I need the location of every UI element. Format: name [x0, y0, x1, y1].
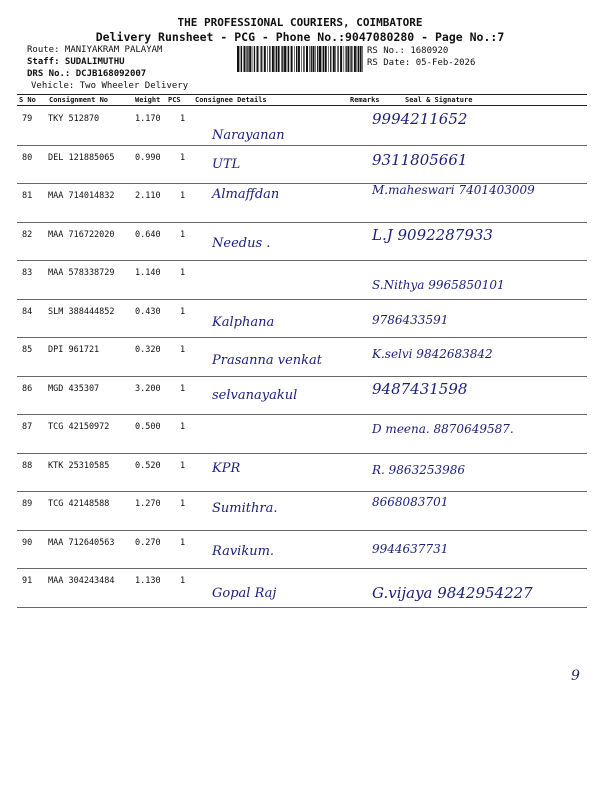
cell-sno: 84 [22, 306, 33, 317]
barcode-bar [296, 46, 297, 72]
cell-weight: 0.990 [135, 152, 161, 163]
handwritten-consignee: Kalphana [212, 314, 275, 330]
cell-pcs: 1 [180, 422, 186, 432]
cell-consignment-no: MAA 578338729 [48, 268, 115, 278]
barcode-bar [340, 46, 342, 72]
barcode-bar [288, 46, 289, 72]
cell-weight: 2.110 [135, 191, 161, 201]
cell-pcs: 1 [180, 191, 186, 201]
barcode-bar [254, 46, 255, 72]
cell-sno: 82 [22, 229, 33, 240]
rs-number: RS No.: 1680920 [367, 46, 449, 56]
table-row [17, 299, 587, 339]
cell-sno: 86 [22, 383, 33, 394]
cell-sno: 80 [22, 152, 33, 163]
cell-weight: 0.270 [135, 537, 161, 548]
cell-pcs: 1 [180, 345, 186, 355]
cell-weight: 0.520 [135, 460, 161, 471]
cell-sno: 88 [22, 460, 33, 471]
barcode-bar [315, 46, 316, 72]
handwritten-signature: K.selvi 9842683842 [372, 347, 493, 361]
cell-weight: 0.500 [135, 422, 161, 432]
barcode-bar [317, 46, 318, 72]
cell-consignment-no: MAA 716722020 [48, 229, 115, 240]
page-mark: 9 [571, 668, 580, 684]
barcode-bar [303, 46, 304, 72]
cell-sno: 85 [22, 345, 33, 355]
cell-weight: 0.640 [135, 229, 161, 240]
table-row [17, 260, 587, 300]
col-weight: Weight [135, 96, 161, 104]
handwritten-consignee: Prasanna venkat [212, 353, 323, 368]
barcode-bar [247, 46, 248, 72]
cell-sno: 83 [22, 268, 33, 278]
table-row [17, 106, 587, 146]
cell-consignment-no: SLM 388444852 [48, 306, 115, 317]
handwritten-signature: 8668083701 [372, 495, 449, 509]
cell-consignment-no: MAA 304243484 [48, 576, 115, 586]
col-consignee: Consignee Details [195, 96, 267, 104]
handwritten-signature: 9786433591 [372, 312, 449, 327]
barcode-bar [246, 46, 247, 72]
barcode-bar [287, 46, 288, 72]
barcode-bar [362, 46, 363, 72]
barcode-bar [244, 46, 246, 72]
cell-pcs: 1 [180, 576, 186, 586]
col-remarks: Remarks [350, 96, 380, 104]
barcode-bar [278, 46, 280, 72]
barcode-bar [269, 46, 270, 72]
barcode-bar [298, 46, 300, 72]
barcode-bar [282, 46, 283, 72]
table-row [17, 183, 587, 223]
cell-consignment-no: MAA 712640563 [48, 537, 115, 548]
route-label: Route: MANIYAKRAM PALAYAM [27, 45, 163, 55]
handwritten-signature: 9944637731 [372, 541, 449, 556]
cell-consignment-no: DPI 961721 [48, 345, 100, 355]
table-row [17, 337, 587, 377]
cell-consignment-no: KTK 25310585 [48, 460, 110, 471]
cell-weight: 0.430 [135, 306, 161, 317]
cell-consignment-no: MAA 714014832 [48, 191, 115, 201]
barcode-bar [311, 46, 312, 72]
barcode-bar [306, 46, 308, 72]
cell-weight: 3.200 [135, 383, 161, 394]
cell-sno: 90 [22, 537, 33, 548]
barcode-bar [249, 46, 251, 72]
handwritten-signature: 9311805661 [372, 150, 468, 169]
cell-sno: 91 [22, 576, 33, 586]
handwritten-signature: 9487431598 [372, 379, 468, 398]
col-sno: S No [19, 96, 36, 104]
barcode-bar [330, 46, 331, 72]
barcode-bar [281, 46, 282, 72]
barcode-bar [351, 46, 352, 72]
cell-consignment-no: TCG 42150972 [48, 422, 110, 432]
cell-sno: 87 [22, 422, 33, 432]
handwritten-consignee: Ravikum. [212, 543, 275, 559]
barcode-bar [344, 46, 345, 72]
barcode-bar [333, 46, 335, 72]
cell-consignment-no: DEL 121885065 [48, 152, 115, 163]
cell-pcs: 1 [180, 460, 186, 471]
cell-pcs: 1 [180, 499, 186, 509]
table-row [17, 568, 587, 608]
barcode-bar [301, 46, 302, 72]
barcode-bar [294, 46, 295, 72]
handwritten-consignee: Sumithra. [212, 501, 278, 516]
barcode-bar [267, 46, 268, 72]
col-consignment: Consignment No [49, 96, 109, 104]
handwritten-signature: D meena. 8870649587. [372, 422, 514, 436]
barcode-bar [354, 46, 356, 72]
cell-consignment-no: MGD 435307 [48, 383, 100, 394]
barcode-bar [257, 46, 259, 72]
barcode-bar [241, 46, 242, 72]
cell-pcs: 1 [180, 383, 186, 394]
col-pcs: PCS [168, 96, 181, 104]
barcode-bar [291, 46, 293, 72]
cell-pcs: 1 [180, 306, 186, 317]
cell-pcs: 1 [180, 114, 186, 124]
handwritten-consignee: UTL [212, 156, 241, 172]
barcode-bar [347, 46, 349, 72]
handwritten-consignee: Almaffdan [212, 187, 280, 202]
handwritten-signature: R. 9863253986 [372, 462, 466, 477]
barcode-bar [328, 46, 329, 72]
company-title: THE PROFESSIONAL COURIERS, COIMBATORE [177, 16, 423, 29]
cell-weight: 1.270 [135, 499, 161, 509]
barcode-bar [358, 46, 359, 72]
barcode-bar [325, 46, 327, 72]
handwritten-consignee: Gopal Raj [212, 586, 277, 601]
table-row [17, 453, 587, 493]
cell-sno: 89 [22, 499, 33, 509]
handwritten-signature: S.Nithya 9965850101 [372, 278, 505, 292]
cell-weight: 1.170 [135, 114, 161, 124]
cell-consignment-no: TKY 512870 [48, 114, 100, 124]
cell-consignment-no: TCG 42148588 [48, 499, 110, 509]
staff-label: Staff: SUDALIMUTHU [27, 57, 125, 67]
barcode-bar [260, 46, 261, 72]
runsheet-subtitle: Delivery Runsheet - PCG - Phone No.:9047080280 - Page No.:7 [95, 30, 505, 44]
table-row [17, 222, 587, 262]
handwritten-consignee: Narayanan [212, 128, 285, 143]
barcode-bar [275, 46, 276, 72]
cell-weight: 1.130 [135, 576, 161, 586]
barcode-bar [319, 46, 321, 72]
header-rule-top [17, 94, 587, 95]
handwritten-signature: M.maheswari 7401403009 [372, 183, 535, 197]
drs-number: DRS No.: DCJB168092007 [27, 69, 147, 79]
barcode-bar [346, 46, 347, 72]
table-row [17, 530, 587, 570]
cell-weight: 0.320 [135, 345, 161, 355]
barcode-bar [276, 46, 277, 72]
barcode-bar [335, 46, 336, 72]
barcode-bar [360, 46, 362, 72]
handwritten-consignee: KPR [212, 460, 241, 476]
barcode-bar [261, 46, 262, 72]
barcode-bar [237, 46, 239, 72]
handwritten-consignee: selvanayakul [212, 387, 298, 403]
cell-weight: 1.140 [135, 268, 161, 278]
cell-pcs: 1 [180, 152, 186, 163]
handwritten-signature: L.J 9092287933 [372, 225, 493, 244]
cell-pcs: 1 [180, 537, 186, 548]
table-row [17, 491, 587, 531]
barcode [237, 46, 364, 72]
cell-pcs: 1 [180, 229, 186, 240]
table-row [17, 145, 587, 185]
barcode-bar [264, 46, 266, 72]
handwritten-consignee: Needus . [212, 235, 271, 251]
barcode-bar [272, 46, 274, 72]
cell-pcs: 1 [180, 268, 186, 278]
barcode-bar [322, 46, 323, 72]
barcode-bar [313, 46, 315, 72]
rs-date: RS Date: 05-Feb-2026 [367, 58, 476, 68]
table-row [17, 376, 587, 416]
barcode-bar [357, 46, 358, 72]
cell-sno: 79 [22, 114, 33, 124]
barcode-bar [350, 46, 351, 72]
vehicle-label: Vehicle: Two Wheeler Delivery [31, 81, 189, 91]
handwritten-signature: 9994211652 [372, 110, 468, 128]
barcode-bar [309, 46, 310, 72]
barcode-bar [284, 46, 286, 72]
table-row [17, 414, 587, 454]
barcode-bar [337, 46, 338, 72]
col-signature: Seal & Signature [405, 96, 473, 104]
barcode-bar [240, 46, 241, 72]
barcode-bar [323, 46, 324, 72]
cell-sno: 81 [22, 191, 33, 201]
barcode-bar [252, 46, 253, 72]
handwritten-signature: G.vijaya 9842954227 [372, 584, 533, 602]
